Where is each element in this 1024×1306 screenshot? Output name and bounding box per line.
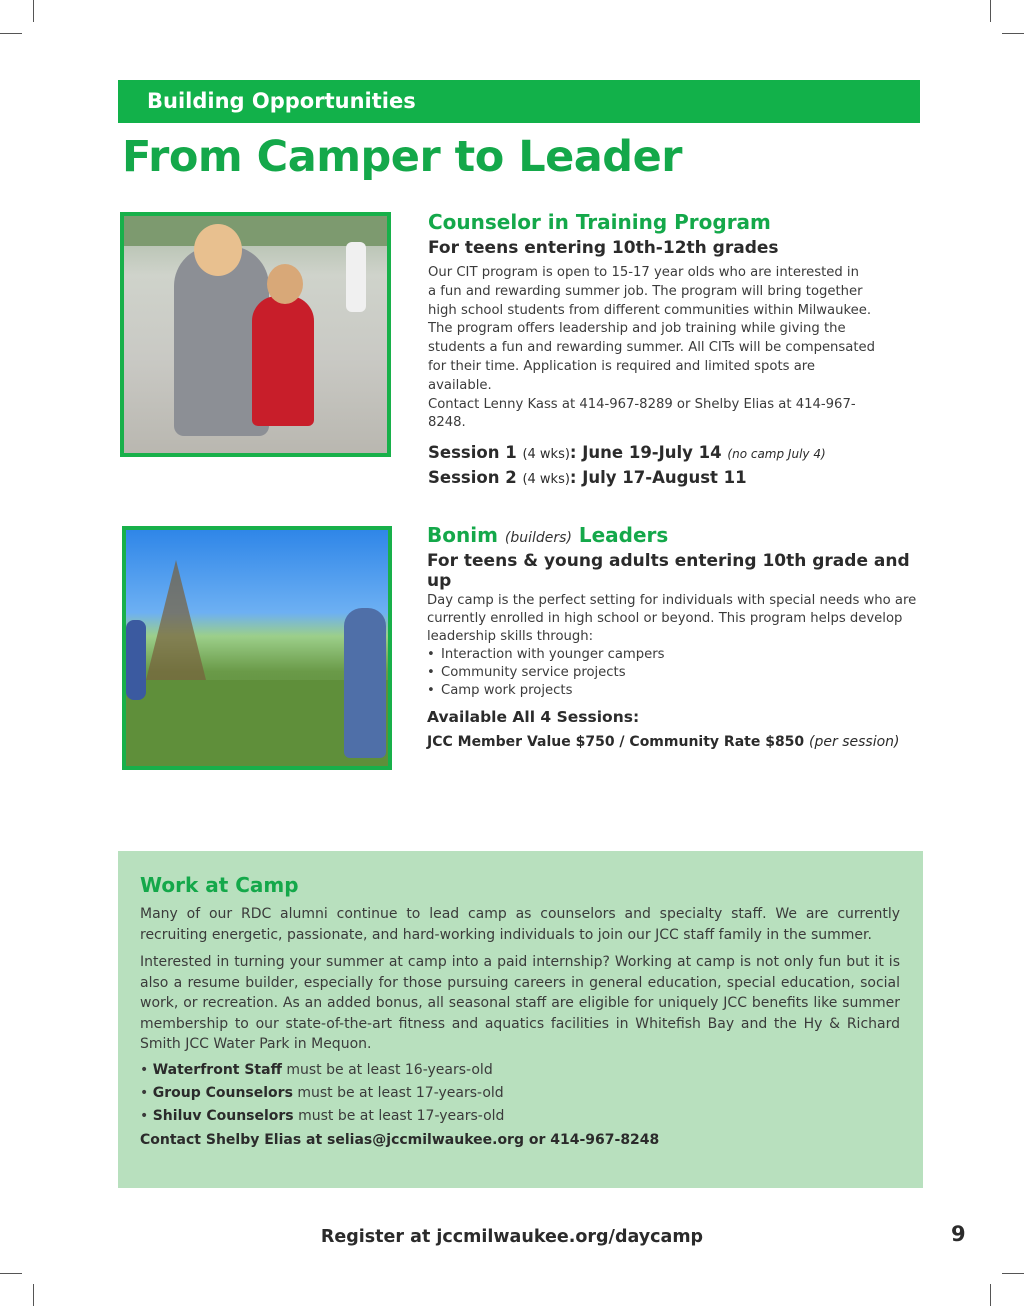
page-number: 9 [951, 1222, 966, 1246]
work-at-camp-content [140, 873, 900, 1148]
requirement-rule: must be at least 16-years-old [281, 1061, 493, 1078]
photo-figure-child-head [267, 264, 303, 304]
session-note: (no camp July 4) [727, 447, 826, 462]
requirement-rule: must be at least 17-years-old [293, 1107, 505, 1124]
photo-person-left [126, 620, 146, 700]
bonim-section [427, 523, 922, 750]
bonim-title-main: Bonim [427, 523, 498, 547]
session-weeks: (4 wks) [522, 447, 570, 463]
cit-body-line: Our CIT program is open to 15-17 year olds who are interested in [428, 265, 859, 280]
crop-mark [33, 1284, 34, 1306]
cit-title: Counselor in Training Program [428, 210, 771, 234]
session-label: Session 1 [428, 443, 517, 463]
requirement-rule: must be at least 17-years-old [292, 1084, 504, 1101]
bonim-photo [122, 526, 392, 770]
bonim-title-end: Leaders [578, 523, 669, 547]
requirement-item: • Group Counselors must be at least 17-years-old [140, 1084, 504, 1101]
list-item: • Interaction with younger campers [427, 646, 922, 664]
cit-body-line: a fun and rewarding summer job. The program will bring together [428, 283, 863, 299]
requirement-role: Waterfront Staff [152, 1061, 282, 1078]
bonim-subtitle: For teens & young adults entering 10th grade and up [427, 551, 910, 591]
work-paragraph-1: Many of our RDC alumni continue to lead camp as counselors and specialty staff. We are currently recruiting energetic, passionate, and hard-working individuals to join our JCC staff family in the summer. [140, 906, 900, 943]
photo-figure-child [252, 296, 314, 426]
cit-photo [120, 212, 391, 457]
banner-label: Building Opportunities [147, 89, 416, 113]
work-contact: Contact Shelby Elias at selias@jccmilwaukee.org or 414-967-8248 [140, 1131, 660, 1148]
session-1 [428, 441, 878, 466]
crop-mark [990, 0, 991, 22]
session-2 [428, 466, 878, 491]
bonim-rate-value: JCC Member Value $750 / Community Rate $850 [427, 734, 805, 750]
bonim-availability: Available All 4 Sessions: [427, 708, 640, 726]
requirement-item: • Shiluv Counselors must be at least 17-years-old [140, 1107, 505, 1124]
requirement-role: Group Counselors [152, 1084, 293, 1101]
bonim-title-paren: (builders) [504, 530, 572, 546]
crop-mark [990, 1284, 991, 1306]
bonim-description [427, 592, 922, 646]
page-title: From Camper to Leader [122, 132, 682, 182]
list-item: • Community service projects [427, 664, 922, 682]
session-weeks: (4 wks) [522, 472, 570, 488]
crop-mark [0, 1273, 22, 1274]
cit-body-line: The program offers leadership and job training while giving the [428, 321, 846, 337]
photo-figure-bg-child [346, 242, 366, 312]
cit-description [428, 264, 878, 433]
cit-section [428, 210, 878, 491]
crop-mark [0, 33, 22, 34]
cit-body-line: for their time. Application is required and limited spots are available. [428, 358, 816, 393]
session-dates: : July 17-August 11 [569, 468, 747, 488]
requirement-item: • Waterfront Staff must be at least 16-years-old [140, 1061, 493, 1078]
photo-figure-adult-head [194, 224, 242, 276]
photo-tepee-trellis [146, 560, 206, 680]
cit-sessions [428, 441, 878, 491]
list-item: • Camp work projects [427, 682, 922, 700]
session-label: Session 2 [428, 468, 517, 488]
cit-body-line: Contact Lenny Kass at 414-967-8289 or Shelby Elias at 414-967-8248. [428, 396, 856, 431]
requirement-role: Shiluv Counselors [152, 1107, 294, 1124]
work-title: Work at Camp [140, 873, 299, 897]
photo-person-overalls [344, 608, 386, 758]
section-banner [118, 80, 920, 123]
bonim-body-line: leadership skills through: [427, 629, 594, 644]
bonim-body-line: currently enrolled in high school or beyond. This program helps develop [427, 611, 903, 626]
cit-subtitle: For teens entering 10th-12th grades [428, 238, 779, 258]
bonim-title [427, 523, 922, 547]
bonim-body-line: Day camp is the perfect setting for individuals with special needs who are [427, 593, 917, 608]
session-dates: : June 19-July 14 [569, 443, 722, 463]
bonim-rate-note: (per session) [809, 734, 900, 750]
cit-body-line: high school students from different communities within Milwaukee. [428, 302, 872, 318]
register-link[interactable]: Register at jccmilwaukee.org/daycamp [320, 1227, 704, 1247]
crop-mark [33, 0, 34, 22]
crop-mark [1002, 33, 1024, 34]
bonim-skills-list [427, 646, 922, 700]
work-paragraph-2: Interested in turning your summer at camp into a paid internship? Working at camp is not only fun but it is also a resume builder, especially for those pursuing careers in general education, special education, social work, or recreation. As an added bonus, all seasonal staff are eligible for uniquely JCC benefits like summer membership to our state-of-the-art fitness and aquatics facilities in Whitefish Bay and the Hy & Richard Smith JCC Water Park in Mequon. [140, 954, 900, 1052]
cit-body-line: students a fun and rewarding summer. All CITs will be compensated [428, 340, 876, 356]
crop-mark [1002, 1273, 1024, 1274]
work-at-camp-box [118, 851, 923, 1188]
bonim-rate [427, 734, 922, 750]
